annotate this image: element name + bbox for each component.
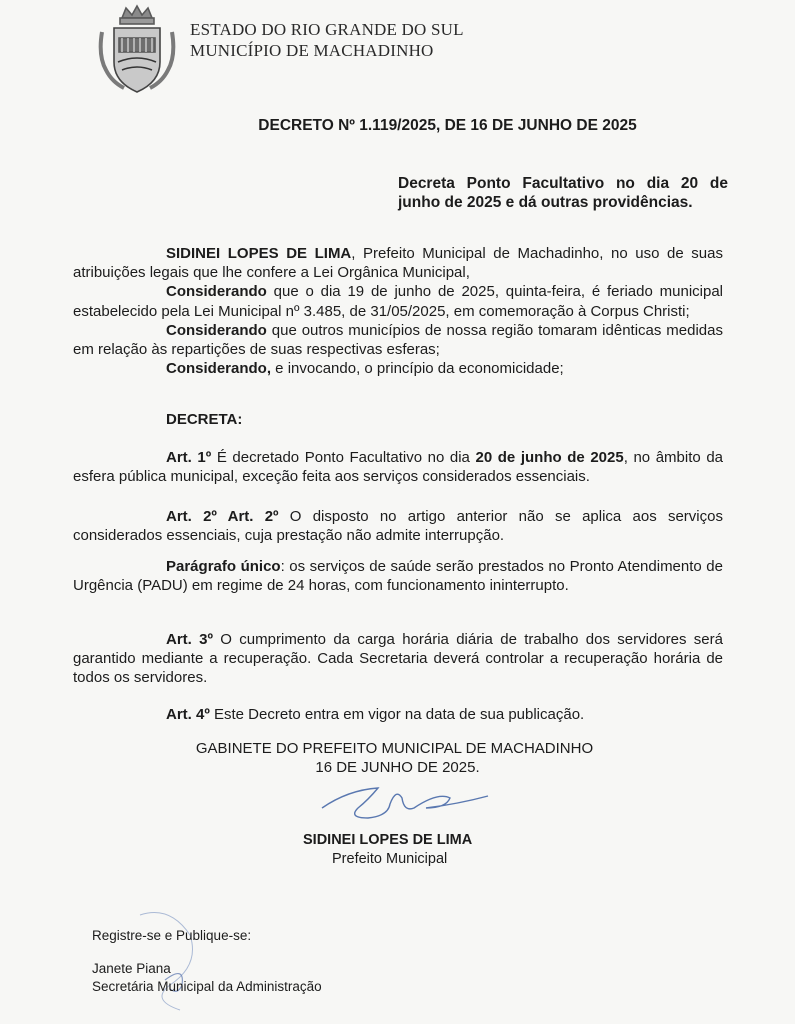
considerando-2: Considerando que outros municípios de nossa região tomaram idênticas medidas em relação às repartições de suas respectivas esferas; bbox=[73, 321, 723, 359]
considerando-1: Considerando que o dia 19 de junho de 2025, quinta-feira, é feriado municipal estabelecido pela Lei Municipal nº 3.485, de 31/05/2025, em comemoração à Corpus Christi; bbox=[73, 283, 723, 320]
closing-date: 16 DE JUNHO DE 2025. bbox=[315, 759, 480, 776]
letterhead-municipality: MUNICÍPIO DE MACHADINHO bbox=[190, 41, 434, 60]
coat-of-arms-icon bbox=[92, 4, 182, 100]
preamble-intro: SIDINEI LOPES DE LIMA, Prefeito Municipal de Machadinho, no uso de suas atribuições legais que lhe confere a Lei Orgânica Municipal, bbox=[73, 245, 723, 282]
signatory-role: Prefeito Municipal bbox=[332, 851, 448, 867]
paragrafo-unico: Parágrafo único: os serviços de saúde serão prestados no Pronto Atendimento de Urgência (PADU) em regime de 24 horas, com funcionamento ininterrupto. bbox=[73, 558, 723, 595]
decree-title: DECRETO Nº 1.119/2025, DE 16 DE JUNHO DE 2025 bbox=[258, 117, 637, 134]
decreta-heading: DECRETA: bbox=[166, 411, 243, 428]
secretary-name: Janete Piana bbox=[92, 961, 171, 976]
letterhead bbox=[190, 19, 464, 61]
article-2: Art. 2º Art. 2º O disposto no artigo anterior não se aplica aos serviços considerados essenciais, cuja prestação não admite interrupção. bbox=[73, 508, 723, 545]
article-4: Art. 4º Este Decreto entra em vigor na data de sua publicação. bbox=[166, 706, 585, 723]
preamble bbox=[73, 244, 723, 378]
considerando-3: Considerando, e invocando, o princípio da economicidade; bbox=[166, 360, 564, 378]
closing-office: GABINETE DO PREFEITO MUNICIPAL DE MACHADINHO bbox=[195, 740, 594, 757]
closing-block bbox=[0, 739, 795, 777]
mayor-signature bbox=[318, 778, 493, 830]
article-1: Art. 1º É decretado Ponto Facultativo no dia 20 de junho de 2025, no âmbito da esfera pública municipal, exceção feita aos serviços considerados essenciais. bbox=[73, 449, 724, 486]
decree-summary: Decreta Ponto Facultativo no dia 20 de junho de 2025 e dá outras providências. bbox=[398, 175, 728, 211]
registration-note: Registre-se e Publique-se: bbox=[92, 928, 252, 943]
article-3: Art. 3º O cumprimento da carga horária diária de trabalho dos servidores será garantido mediante a recuperação. Cada Secretaria deverá controlar a recuperação horária de todos os servidores. bbox=[73, 631, 723, 687]
secretary-role: Secretária Municipal da Administração bbox=[92, 979, 322, 994]
mayor-name: SIDINEI LOPES DE LIMA bbox=[166, 245, 352, 262]
letterhead-state: ESTADO DO RIO GRANDE DO SUL bbox=[190, 20, 464, 39]
signatory-name: SIDINEI LOPES DE LIMA bbox=[303, 832, 473, 848]
